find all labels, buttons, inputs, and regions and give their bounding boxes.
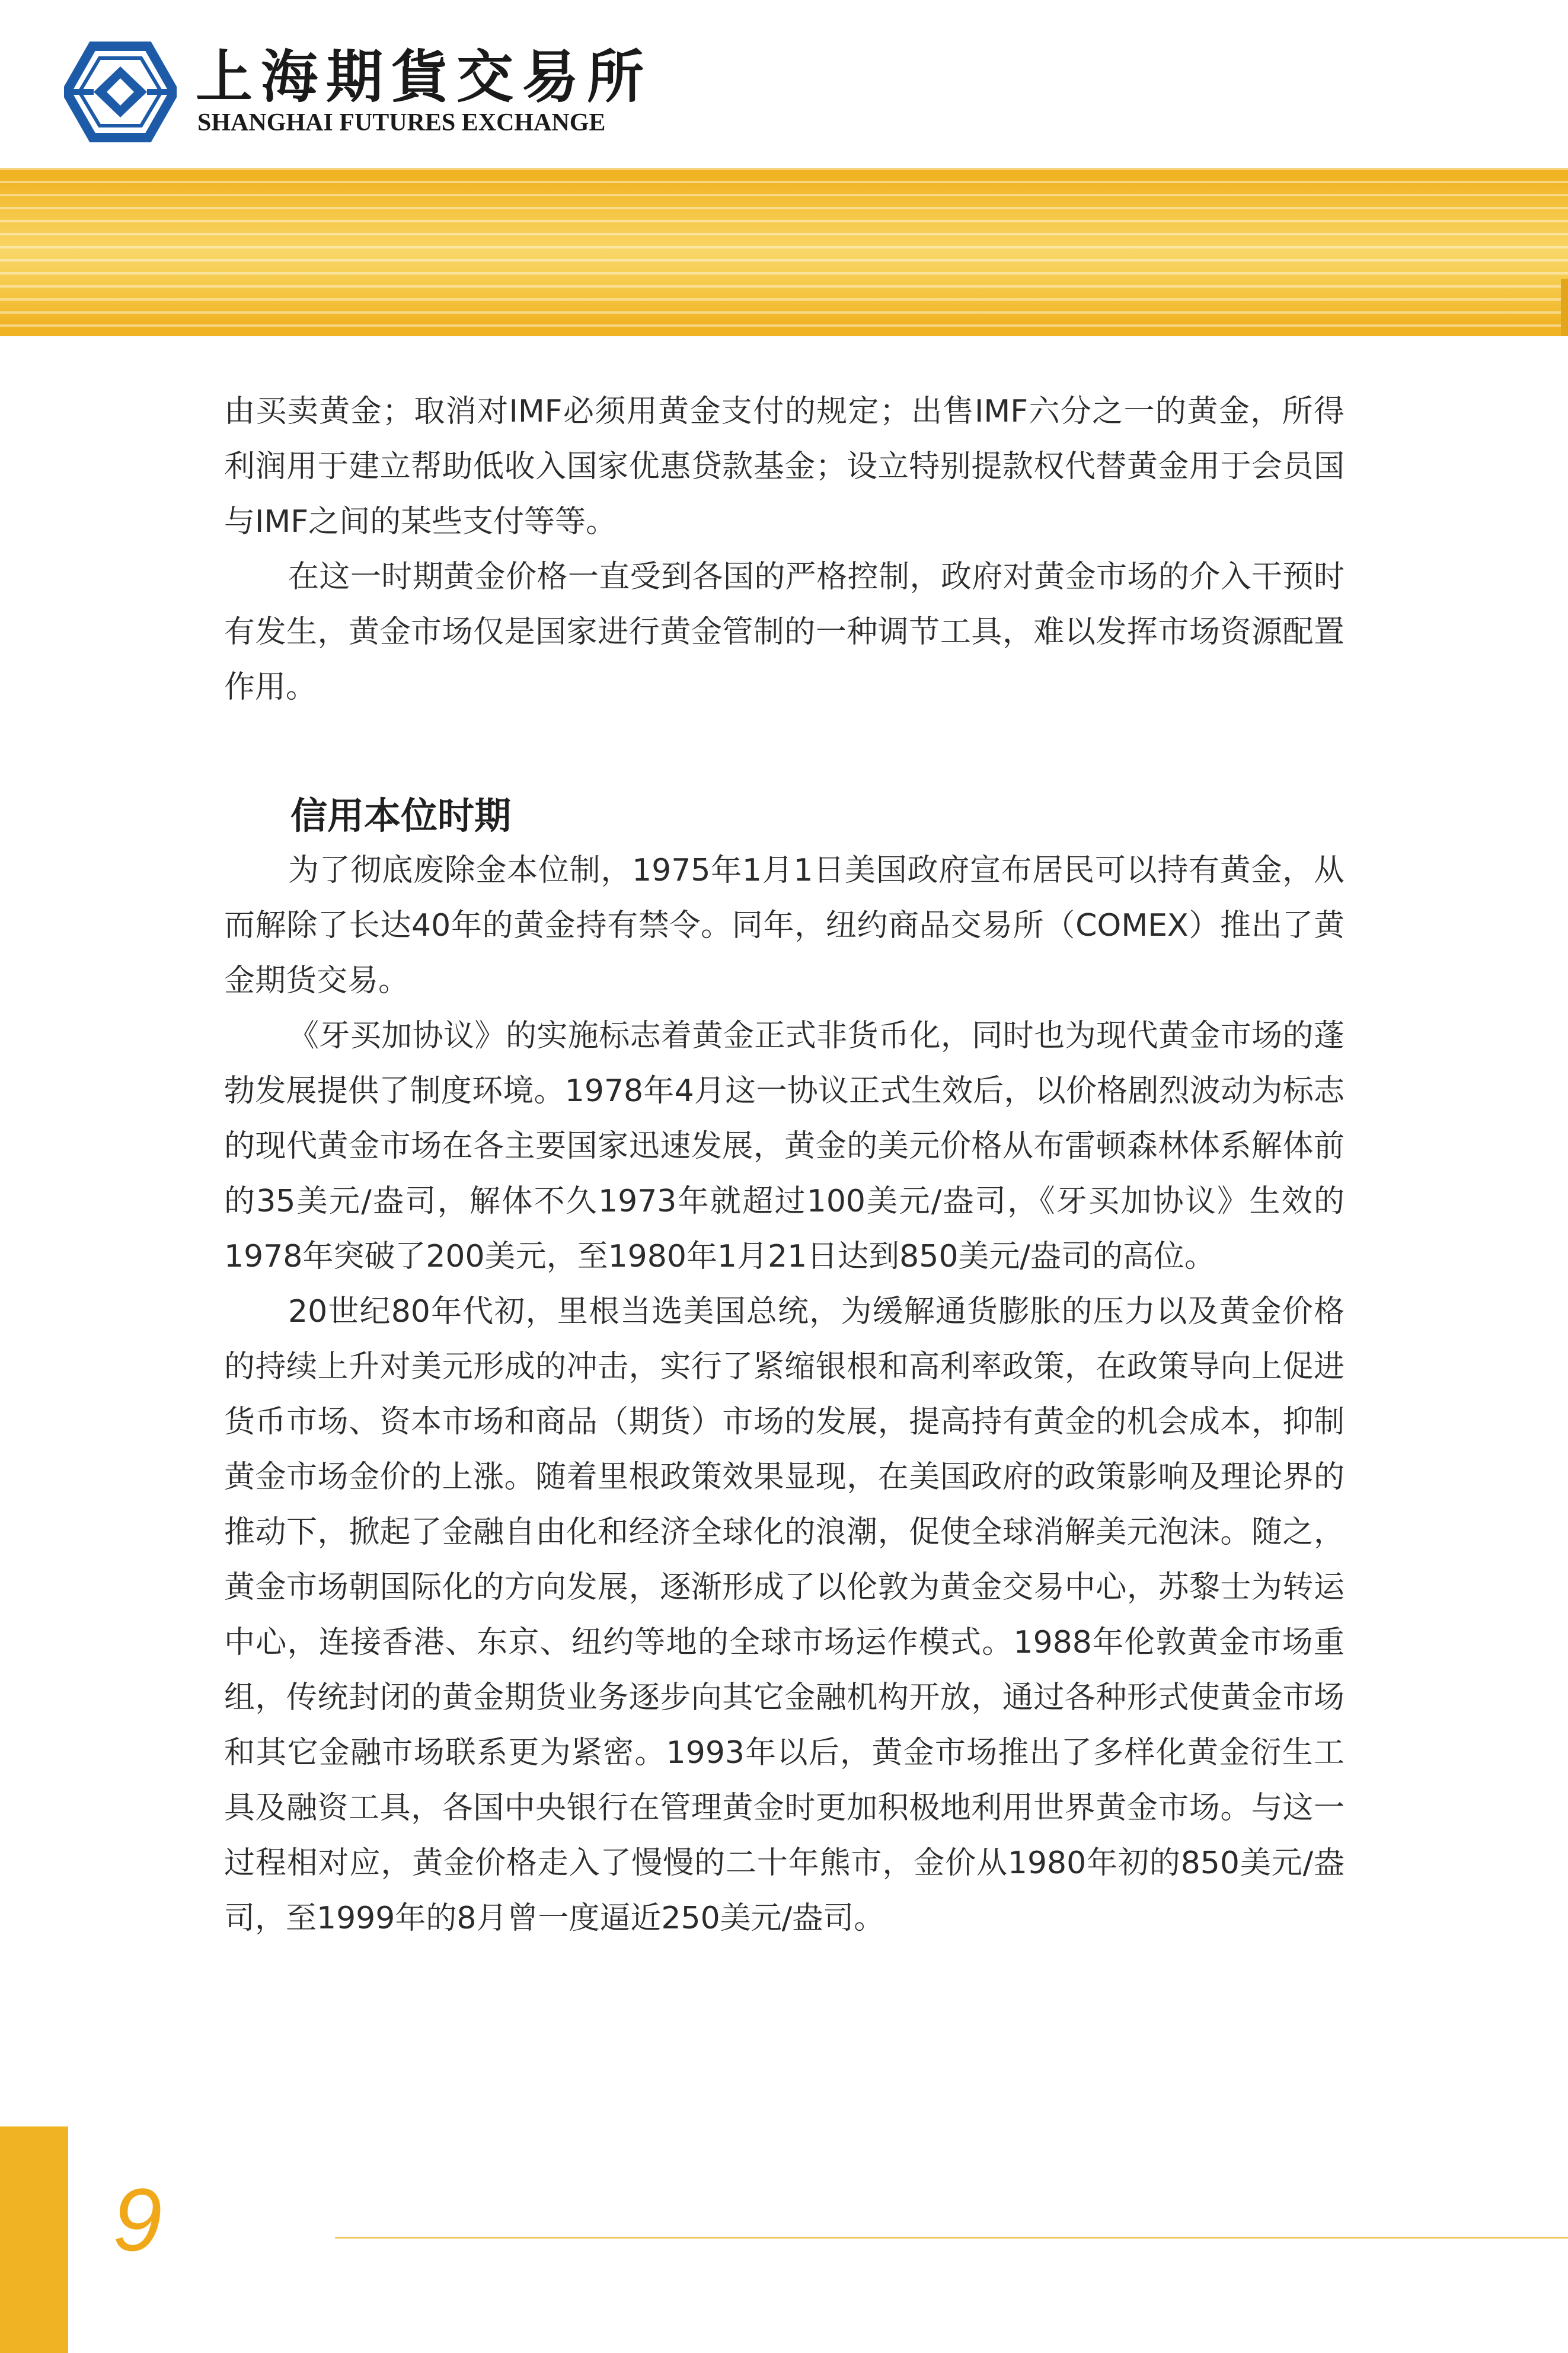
section-spacer — [224, 715, 1345, 788]
paragraph-4: 《牙买加协议》的实施标志着黄金正式非货币化，同时也为现代黄金市场的蓬勃发展提供了制度环境。1978年4月这一协议正式生效后，以价格剧烈波动为标志的现代黄金市场在各主要国家迅速发展，黄金的美元价格从布雷顿森林体系解体前的35美元/盎司，解体不久1973年就超过100美元/盎司，《牙买加协议》生效的1978年突破了200美元，至1980年1月21日达到850美元/盎司的高位。 — [224, 1018, 1345, 1274]
paragraph-2: 在这一时期黄金价格一直受到各国的严格控制，政府对黄金市场的介入干预时有发生，黄金市场仅是国家进行黄金管制的一种调节工具，难以发挥市场资源配置作用。 — [224, 559, 1345, 705]
article-body — [224, 384, 1345, 1946]
footer-rule — [335, 2237, 1568, 2239]
paragraph-5: 20世纪80年代初，里根当选美国总统，为缓解通货膨胀的压力以及黄金价格的持续上升对美元形成的冲击，实行了紧缩银根和高利率政策，在政策导向上促进货币市场、资本市场和商品（期货）市场的发展，提高持有黄金的机会成本，抑制黄金市场金价的上涨。随着里根政策效果显现，在美国政府的政策影响及理论界的推动下，掀起了金融自由化和经济全球化的浪潮，促使全球消解美元泡沫。随之，黄金市场朝国际化的方向发展，逐渐形成了以伦敦为黄金交易中心，苏黎士为转运中心，连接香港、东京、纽约等地的全球市场运作模式。1988年伦敦黄金市场重组，传统封闭的黄金期货业务逐步向其它金融机构开放，通过各种形式使黄金市场和其它金融市场联系更为紧密。1993年以后，黄金市场推出了多样化黄金衍生工具及融资工具，各国中央银行在管理黄金时更加积极地利用世界黄金市场。与这一过程相对应，黄金价格走入了慢慢的二十年熊市，金价从1980年初的850美元/盎司，至1999年的8月曾一度逼近250美元/盎司。 — [224, 1294, 1345, 1936]
band-edge-accent — [1561, 279, 1568, 336]
page-number-bar — [0, 2126, 68, 2353]
page-number: 9 — [113, 2170, 162, 2269]
org-name-en: SHANGHAI FUTURES EXCHANGE — [197, 109, 606, 136]
header-decorative-band — [0, 168, 1568, 336]
hexagon-logo-icon — [64, 42, 177, 142]
org-name-cn: 上海期貨交易所 — [196, 43, 652, 110]
paragraph-3: 为了彻底废除金本位制，1975年1月1日美国政府宣布居民可以持有黄金，从而解除了长达40年的黄金持有禁令。同年，纽约商品交易所（COMEX）推出了黄金期货交易。 — [224, 853, 1345, 999]
section-heading: 信用本位时期 — [290, 794, 512, 837]
paragraph-1: 由买卖黄金；取消对IMF必须用黄金支付的规定；出售IMF六分之一的黄金，所得利润用于建立帮助低收入国家优惠贷款基金；设立特别提款权代替黄金用于会员国与IMF之间的某些支付等等。 — [224, 394, 1345, 540]
